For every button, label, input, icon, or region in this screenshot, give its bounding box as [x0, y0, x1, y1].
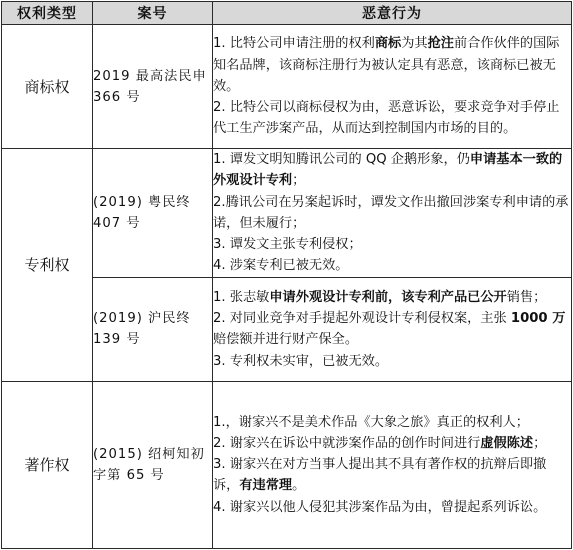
- bad-faith-table: [1, 1, 572, 549]
- table-row-copyright: [2, 381, 572, 548]
- act-emphasis: 申请基本一致的外观设计专利: [213, 152, 563, 189]
- act-text: 2. 比特公司以商标侵权为由，恶意诉讼，要求竞争对手停止代工生产涉案产品，从而达到控制国内市场的目的。: [213, 100, 560, 137]
- right-type-cell: 商标权: [2, 25, 93, 149]
- act-text: 销售；: [506, 289, 547, 305]
- right-type-cell: 专利权: [2, 149, 93, 382]
- act-text: 3. 谢家兴在对方当事人提出其不具有著作权的抗辩后即撤诉，: [213, 457, 547, 494]
- case-no-cell: (2019) 粤民终 407 号: [93, 149, 213, 278]
- act-emphasis: 商标: [374, 36, 402, 52]
- act-text: 4. 涉案专利已被无效。: [213, 258, 349, 274]
- act-text: 前合作伙伴的国际知名品牌，该商标注册行为被认定具有恶意，该商标已被无效。: [213, 36, 560, 94]
- act-line: [213, 497, 571, 518]
- acts-cell: [213, 277, 572, 381]
- header-row: [2, 2, 572, 25]
- act-line: [213, 33, 571, 97]
- act-emphasis: 抢注: [427, 36, 454, 52]
- act-line: [213, 234, 571, 255]
- act-line: [213, 149, 571, 192]
- act-text: 1. 谭发文明知腾讯公司的 QQ 企鹅形象，仍: [213, 152, 470, 167]
- act-text: ；: [533, 435, 547, 451]
- act-text: 。: [292, 478, 306, 494]
- act-line: [213, 412, 571, 433]
- act-text: 4. 谢家兴以他人侵犯其涉案作品为由，曾提起系列诉讼。: [213, 499, 547, 515]
- table-row-patent-1: [2, 149, 572, 278]
- case-no-cell: 2019 最高法民申 366 号: [93, 25, 213, 149]
- acts-cell: [213, 381, 572, 548]
- act-text: 1.，谢家兴不是美术作品《大象之旅》真正的权利人；: [213, 414, 529, 430]
- right-type-cell: 著作权: [2, 381, 93, 548]
- act-emphasis: 1000 万: [510, 310, 566, 326]
- act-line: [213, 433, 571, 454]
- act-text: 1. 张志敏: [213, 289, 270, 305]
- act-text: ；: [292, 173, 306, 189]
- act-emphasis: 申请外观设计专利前，该专利产品已公开: [269, 289, 507, 305]
- act-text: 2.腾讯公司在另案起诉时，谭发文作出撤回涉案专利申请的承诺，但未履行；: [213, 194, 569, 231]
- header-bad-faith-acts: 恶意行为: [213, 2, 572, 25]
- act-line: [213, 351, 571, 372]
- act-text: 3. 谭发文主张专利侵权；: [213, 237, 362, 253]
- act-line: [213, 308, 571, 351]
- case-no-cell: (2019) 沪民终 139 号: [93, 277, 213, 381]
- act-emphasis: 虚假陈述: [480, 435, 534, 451]
- acts-cell: [213, 25, 572, 149]
- act-text: 1. 比特公司申请注册的权利: [213, 36, 375, 52]
- act-line: [213, 192, 571, 235]
- acts-cell: [213, 149, 572, 278]
- act-text: 2. 谢家兴在诉讼中就涉案作品的创作时间进行: [213, 435, 481, 451]
- act-line: [213, 454, 571, 497]
- act-text: 为其: [401, 36, 428, 52]
- act-text: 3. 专利权未实审，已被无效。: [213, 353, 389, 369]
- act-text: 2. 对同业竞争对手提起外观设计专利侵权案，主张: [213, 310, 511, 326]
- case-no-cell: (2015) 绍柯知初字第 65 号: [93, 381, 213, 548]
- act-emphasis: 有违常理: [239, 478, 293, 494]
- act-text: 赔偿额并进行财产保全。: [213, 332, 359, 348]
- table-row-trademark: [2, 25, 572, 149]
- act-line: [213, 287, 571, 308]
- act-line: [213, 97, 571, 140]
- header-right-type: 权利类型: [2, 2, 93, 25]
- act-line: [213, 255, 571, 276]
- header-case-no: 案号: [93, 2, 213, 25]
